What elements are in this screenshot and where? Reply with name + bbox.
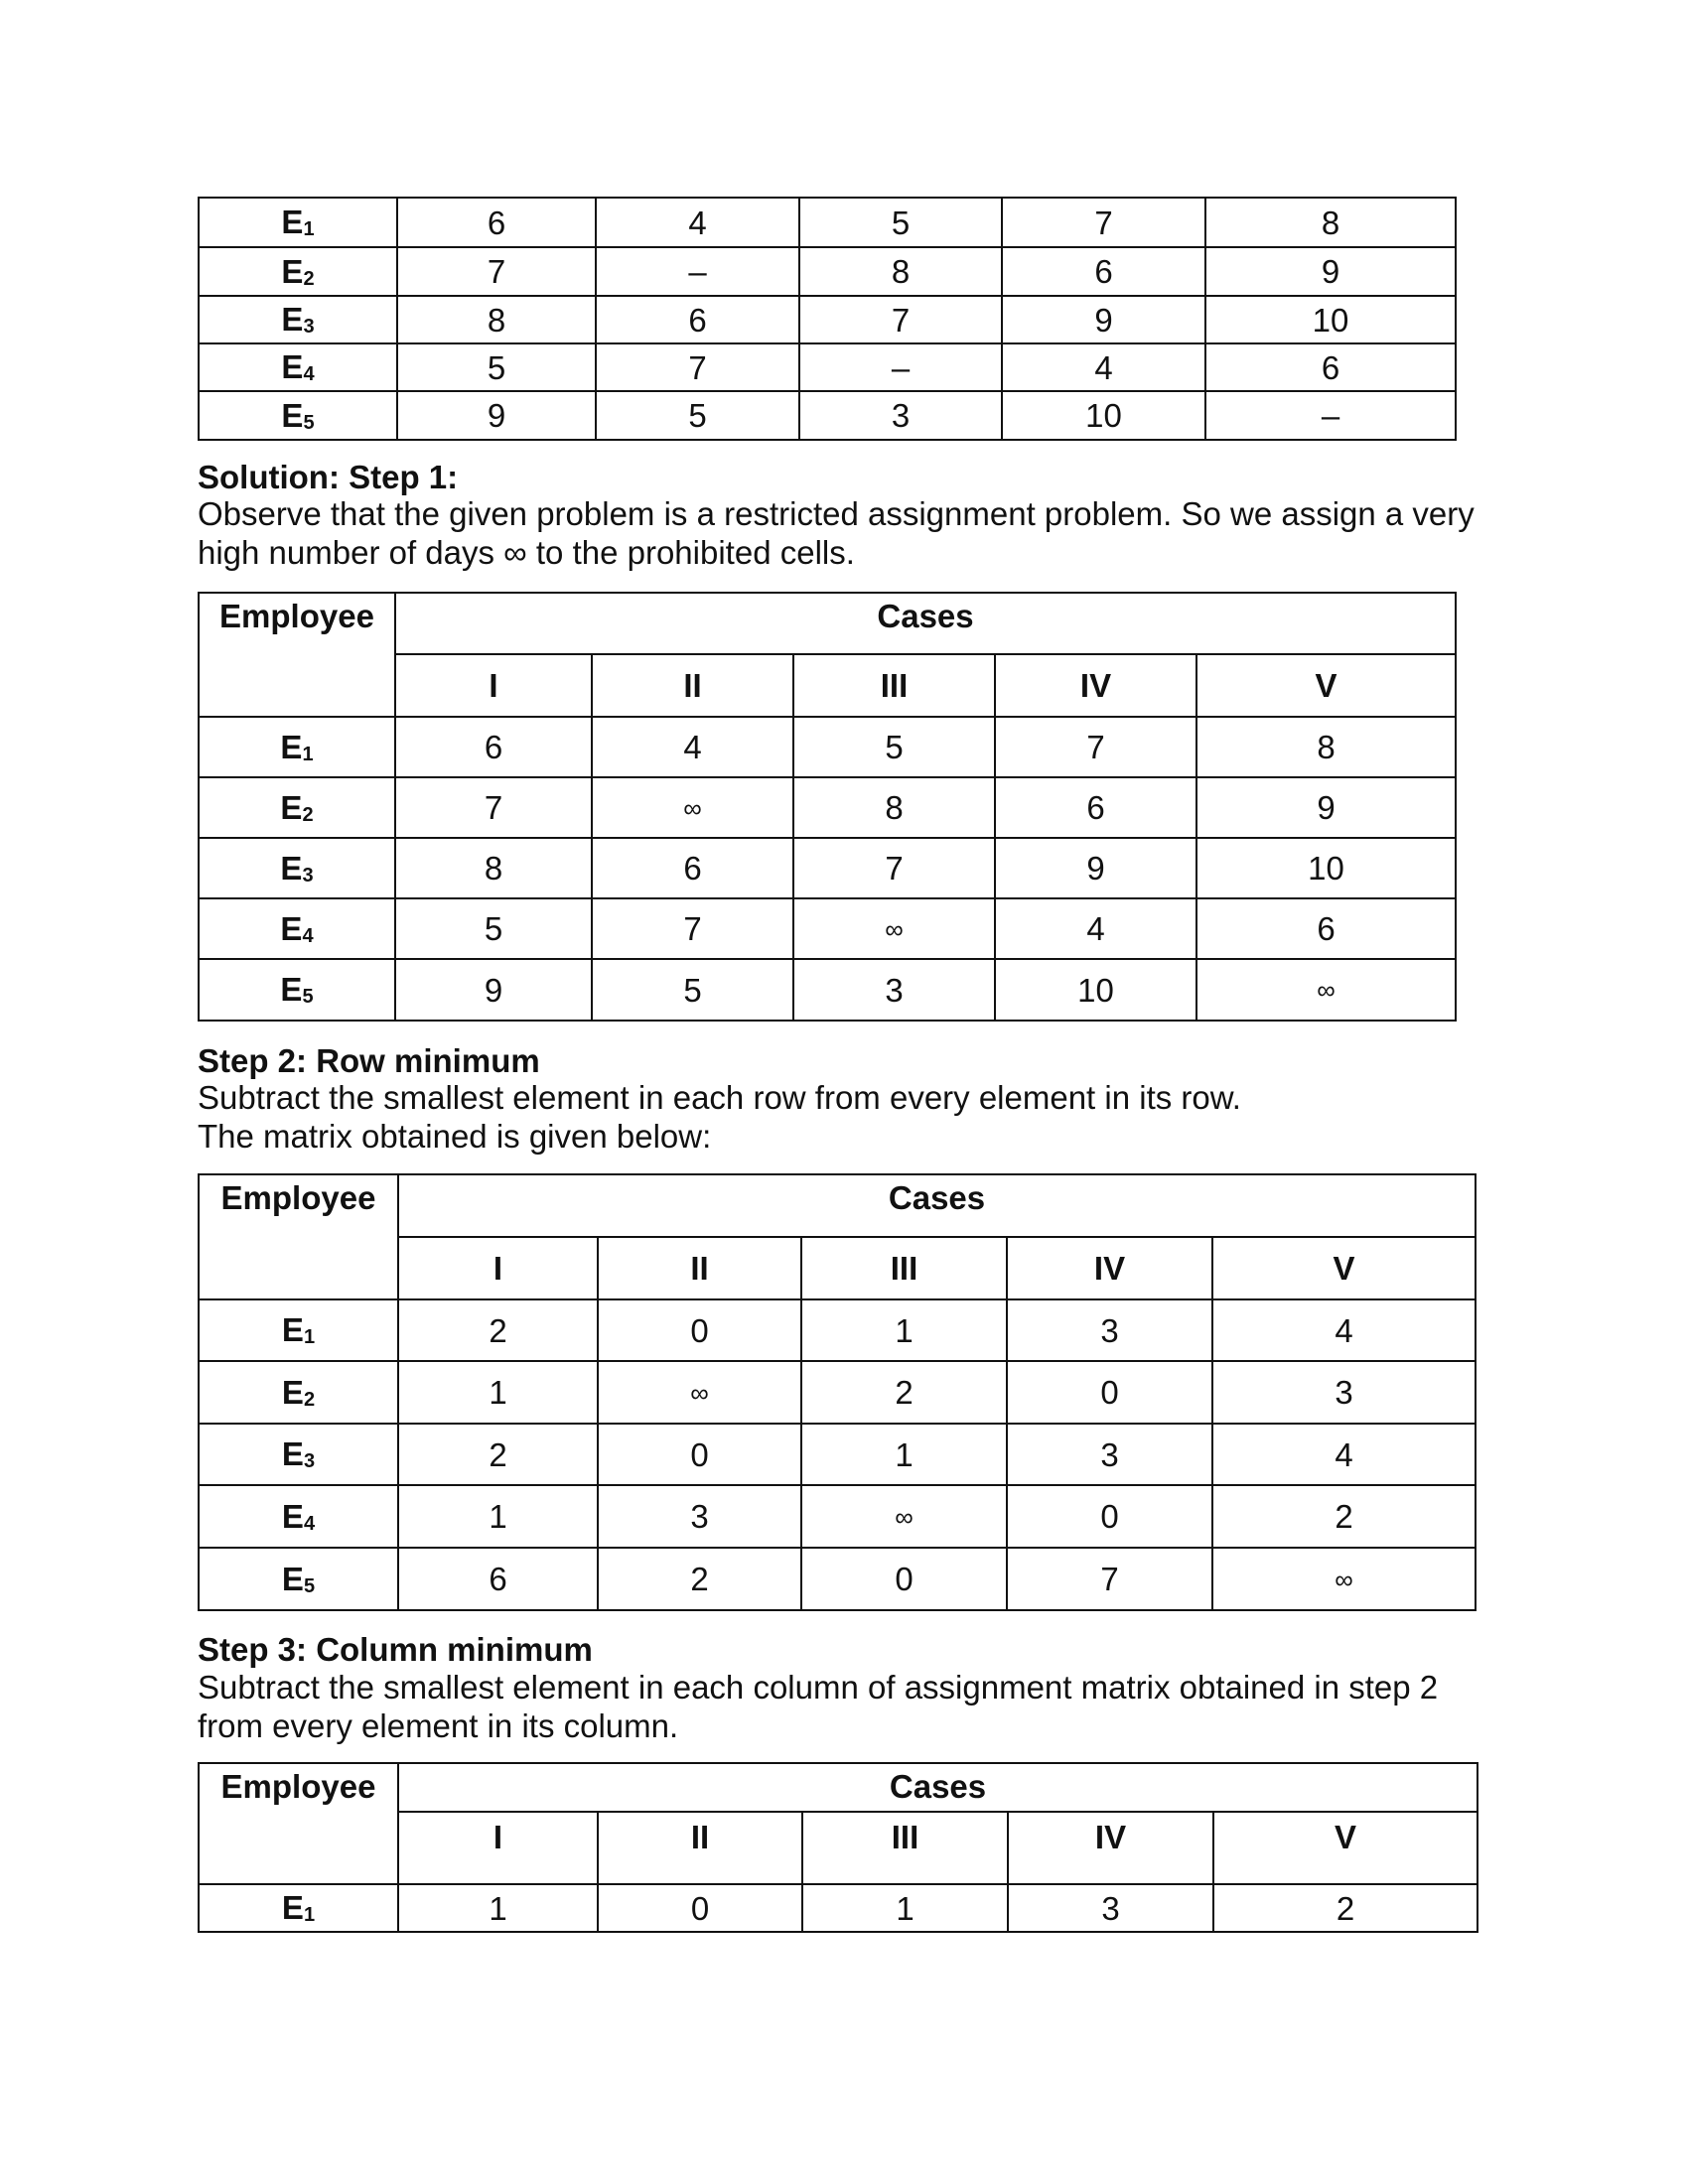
table-cell: 1 [398,1485,598,1548]
column-reduced-matrix-table [198,1762,1478,1933]
step3-heading: Step 3: Column minimum [198,1631,593,1668]
table-cell: 2 [1212,1485,1476,1548]
column-header: II [598,1812,802,1884]
table-cell: 9 [1002,296,1205,343]
table-row [199,838,1456,898]
employee-label: $E_5$ [199,1548,398,1610]
table-row [199,247,1456,296]
table-cell: 8 [1205,198,1456,247]
table-row [199,1424,1476,1485]
text-line: high number of days ∞ to the prohibited cells. [198,534,855,571]
table-cell: 4 [1212,1424,1476,1485]
table-cell: ∞ [1212,1548,1476,1610]
table-cell: 5 [793,717,995,777]
table-cell: 0 [1007,1485,1212,1548]
table-cell: 6 [1002,247,1205,296]
table-cell: 0 [598,1299,801,1361]
table-cell: 8 [1196,717,1456,777]
table-row [199,1485,1476,1548]
step1-heading: Solution: Step 1: [198,459,459,495]
table-cell: 8 [395,838,592,898]
text-line: from every element in its column. [198,1707,679,1744]
table-cell: 6 [1205,343,1456,391]
table-cell: ∞ [592,777,793,838]
table-cell: 3 [1212,1361,1476,1424]
table-cell: 5 [592,959,793,1021]
text-line: Subtract the smallest element in each row from every element in its row. [198,1079,1241,1116]
table-cell: 0 [1007,1361,1212,1424]
table-cell: 0 [598,1884,802,1932]
column-header: III [801,1237,1007,1299]
table-cell: 6 [397,198,596,247]
column-header: II [598,1237,801,1299]
table-cell: 0 [801,1548,1007,1610]
table-cell: 9 [1196,777,1456,838]
text-line: Subtract the smallest element in each column of assignment matrix obtained in step 2 [198,1669,1439,1706]
column-header: I [398,1237,598,1299]
table-cell: 10 [1196,838,1456,898]
table-cell: 9 [1205,247,1456,296]
table-row [199,296,1456,343]
employee-header: Employee [199,593,395,717]
table-cell: 4 [1002,343,1205,391]
table-cell: 8 [799,247,1002,296]
cases-header: Cases [398,1174,1476,1237]
table-cell: 2 [801,1361,1007,1424]
table-cell: – [596,247,799,296]
employee-header: Employee [199,1174,398,1299]
table-cell: 9 [395,959,592,1021]
employee-label: $E_5$ [199,959,395,1021]
table-cell: 2 [398,1424,598,1485]
employee-label: $E_1$ [199,717,395,777]
row-reduced-matrix-table [198,1173,1477,1611]
table-cell: 7 [596,343,799,391]
table-row [199,1361,1476,1424]
table-cell: 3 [1007,1424,1212,1485]
column-header: V [1196,654,1456,717]
employee-label: $E_4$ [199,343,397,391]
column-header: IV [995,654,1196,717]
table-row [199,1548,1476,1610]
table-cell: 5 [596,391,799,440]
table-cell: 10 [1002,391,1205,440]
employee-label: $E_3$ [199,838,395,898]
table-cell: 7 [1002,198,1205,247]
table-cell: 9 [397,391,596,440]
table-cell: 4 [596,198,799,247]
table-cell: 7 [395,777,592,838]
employee-label: $E_1$ [199,1884,398,1932]
table-cell: 8 [793,777,995,838]
table-cell: 7 [793,838,995,898]
table-row [199,898,1456,959]
table-cell: 5 [395,898,592,959]
column-header: IV [1007,1237,1212,1299]
table-cell: 7 [995,717,1196,777]
table-cell: 7 [592,898,793,959]
table-row [199,717,1456,777]
table-cell: 8 [397,296,596,343]
column-header: III [802,1812,1008,1884]
employee-label: $E_4$ [199,898,395,959]
table-cell: 6 [395,717,592,777]
employee-header: Employee [199,1763,398,1884]
table-cell: 10 [995,959,1196,1021]
column-header: II [592,654,793,717]
step1-text [198,494,1475,572]
column-header: V [1213,1812,1477,1884]
table-cell: 1 [802,1884,1008,1932]
step2-text [198,1078,1241,1156]
table-cell: 3 [793,959,995,1021]
table-cell: 2 [1213,1884,1477,1932]
table-cell: 6 [398,1548,598,1610]
table-cell: – [799,343,1002,391]
table-cell: 10 [1205,296,1456,343]
table-cell: ∞ [793,898,995,959]
table-cell: ∞ [801,1485,1007,1548]
restricted-matrix-table [198,592,1457,1022]
text-line: Observe that the given problem is a restricted assignment problem. So we assign a very [198,495,1475,532]
step3-text [198,1668,1438,1745]
table-cell: ∞ [1196,959,1456,1021]
table-cell: 1 [801,1424,1007,1485]
table-cell: 5 [799,198,1002,247]
employee-label: $E_4$ [199,1485,398,1548]
text-line: The matrix obtained is given below: [198,1118,712,1155]
table-row [199,391,1456,440]
table-cell: 5 [397,343,596,391]
table-row [199,198,1456,247]
table-cell: 2 [598,1548,801,1610]
table-cell: 3 [799,391,1002,440]
table-cell: 7 [799,296,1002,343]
original-matrix-table [198,197,1457,441]
table-cell: 4 [1212,1299,1476,1361]
step2-heading: Step 2: Row minimum [198,1042,540,1079]
table-row [199,343,1456,391]
table-cell: 7 [397,247,596,296]
table-cell: 6 [995,777,1196,838]
column-header: V [1212,1237,1476,1299]
employee-label: $E_2$ [199,247,397,296]
cases-header: Cases [398,1763,1477,1812]
table-cell: 3 [1008,1884,1213,1932]
table-cell: 4 [995,898,1196,959]
employee-label: $E_3$ [199,296,397,343]
table-row [199,1299,1476,1361]
table-cell: – [1205,391,1456,440]
employee-label: $E_2$ [199,1361,398,1424]
table-cell: 0 [598,1424,801,1485]
table-row [199,959,1456,1021]
table-cell: 9 [995,838,1196,898]
table-row [199,1884,1477,1932]
table-row [199,777,1456,838]
table-cell: 6 [596,296,799,343]
table-cell: ∞ [598,1361,801,1424]
column-header: IV [1008,1812,1213,1884]
column-header: III [793,654,995,717]
cases-header: Cases [395,593,1456,654]
column-header: I [398,1812,598,1884]
table-cell: 7 [1007,1548,1212,1610]
table-cell: 1 [801,1299,1007,1361]
table-cell: 1 [398,1361,598,1424]
employee-label: $E_1$ [199,1299,398,1361]
table-cell: 3 [598,1485,801,1548]
table-cell: 4 [592,717,793,777]
column-header: I [395,654,592,717]
table-cell: 6 [1196,898,1456,959]
table-cell: 6 [592,838,793,898]
table-cell: 3 [1007,1299,1212,1361]
employee-label: $E_3$ [199,1424,398,1485]
employee-label: $E_5$ [199,391,397,440]
employee-label: $E_2$ [199,777,395,838]
employee-label: $E_1$ [199,198,397,247]
table-cell: 1 [398,1884,598,1932]
table-cell: 2 [398,1299,598,1361]
